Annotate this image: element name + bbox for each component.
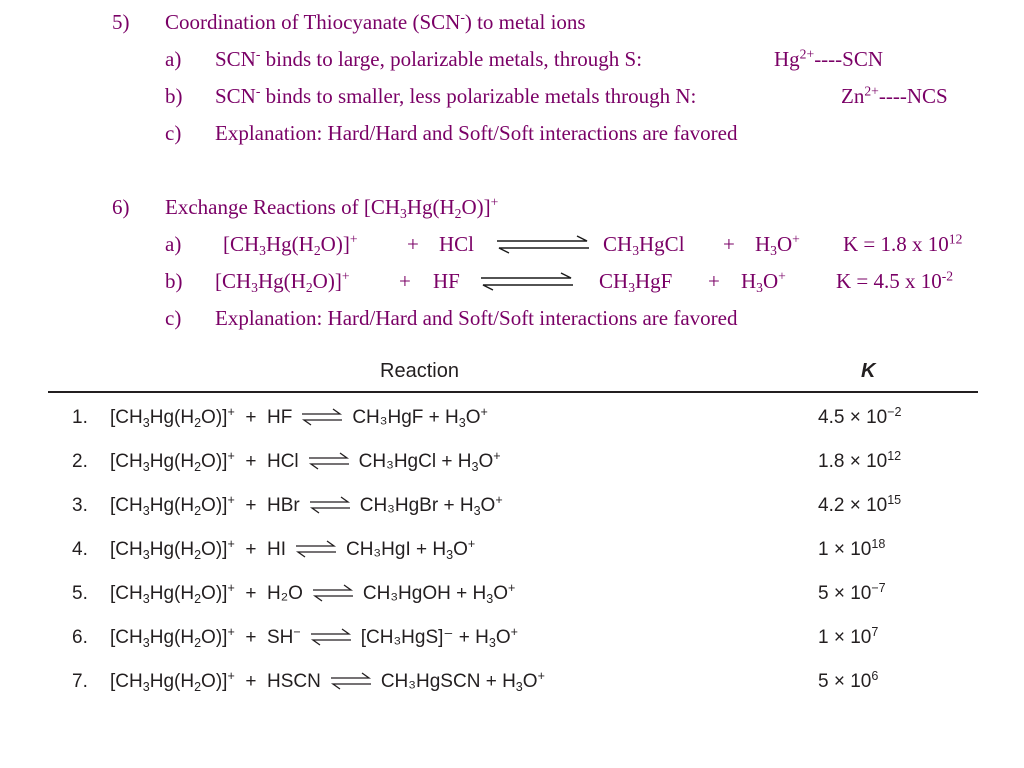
equilibrium-arrow-icon bbox=[311, 582, 355, 611]
row-product: CH₃HgCl bbox=[358, 451, 437, 472]
table-row bbox=[48, 616, 978, 660]
row-k-value: $1.8 \times 10^{12}$ bbox=[818, 449, 902, 472]
equilibrium-arrow-icon bbox=[308, 494, 352, 523]
section6-item-b-hydronium: $H_3O^+$ bbox=[741, 268, 786, 296]
row-reagent: HCl bbox=[266, 451, 299, 472]
row-products: CH₃HgBr + $H_3O^+$ bbox=[359, 493, 503, 518]
section6-item-a-plus1: + bbox=[407, 232, 419, 256]
row-products: CH₃HgCl + $H_3O^+$ bbox=[358, 449, 501, 474]
equilibrium-arrow-icon bbox=[329, 670, 373, 699]
section6-item-b-product: $CH_3HgF$ bbox=[599, 269, 673, 296]
row-reactants: $[CH_3Hg(H_2O)]^+$ + HI bbox=[110, 537, 286, 562]
row-product: CH₃HgI bbox=[345, 539, 411, 560]
section6-item-b-reactant: $[CH_3Hg(H_2O)]^+$ bbox=[215, 268, 350, 296]
row-k-value: $1 \times 10^7$ bbox=[818, 625, 879, 648]
row-number: 4. bbox=[72, 539, 88, 560]
section6-item-a-k: K = 1.8 x $10^{12}$ bbox=[843, 231, 963, 256]
row-number: 3. bbox=[72, 495, 88, 516]
row-product: CH₃HgF bbox=[352, 407, 424, 428]
section6-item-b-reagent: HF bbox=[433, 269, 460, 293]
section6-item-b-letter: b) bbox=[165, 269, 183, 293]
section6-item-a-letter: a) bbox=[165, 232, 182, 256]
row-reactants: $[CH_3Hg(H_2O)]^+$ + HSCN bbox=[110, 669, 321, 694]
section6-item-a-reagent: HCl bbox=[439, 232, 475, 256]
row-products: CH₃HgOH + $H_3O^+$ bbox=[362, 581, 516, 606]
row-reagent: SH bbox=[266, 627, 294, 648]
row-products: $CH_3HgF + H_3O^+$ bbox=[352, 405, 488, 430]
section5-title: Coordination of Thiocyanate (SCN bbox=[165, 10, 461, 34]
section6-item-b-plus1: + bbox=[399, 269, 411, 293]
row-reactants: $[CH_3Hg(H_2O)]^+$ + HF bbox=[110, 405, 293, 430]
section5-item-a-metal-charge: 2+ bbox=[799, 46, 815, 62]
section5-item-a-metal: Hg bbox=[774, 47, 800, 71]
section5-item-c-letter: c) bbox=[165, 121, 182, 145]
section6-title: Exchange Reactions of [CH bbox=[165, 195, 401, 219]
row-k-value: $1 \times 10^{18}$ bbox=[818, 537, 886, 560]
table-row bbox=[48, 528, 978, 572]
row-reactants: $[CH_3Hg(H_2O)]^+$ + HCl bbox=[110, 449, 299, 474]
table-row bbox=[48, 484, 978, 528]
row-reagent: HF bbox=[266, 407, 293, 428]
section6-item-a-product: $CH_3HgCl$ bbox=[603, 232, 685, 259]
section5-item-a-text: SCN bbox=[215, 47, 256, 71]
section5-item-c-text: Explanation: Hard/Hard and Soft/Soft interactions are favored bbox=[215, 121, 738, 145]
section5-item-b-metal: Zn bbox=[841, 84, 865, 108]
section5-item-a-charge: - bbox=[255, 46, 261, 62]
row-products: $CH_3HgI + H_3O^+$ bbox=[345, 537, 476, 562]
section6-item-a-hydronium: $H_3O^+$ bbox=[755, 231, 800, 259]
section5-item-a-rest: binds to large, polarizable metals, through S: bbox=[260, 47, 643, 71]
section6-item-a-reactant: $[CH_3Hg(H_2O)]^+$ bbox=[223, 231, 358, 259]
row-k-value: $4.2 \times 10^{15}$ bbox=[818, 493, 902, 516]
section5-number: 5) bbox=[112, 10, 130, 34]
row-reactants: $[CH_3Hg(H_2O)]^+ + SH^-$ bbox=[110, 625, 301, 650]
section5-title-end: ) to metal ions bbox=[464, 10, 586, 34]
section5-item-a-bond: ----SCN bbox=[814, 47, 884, 71]
section5-item-a-letter: a) bbox=[165, 47, 182, 71]
section6-number: 6) bbox=[112, 195, 130, 219]
row-reactants: $[CH_3Hg(H_2O)]^+ + H_2O$ bbox=[110, 581, 303, 606]
equilibrium-arrow-icon bbox=[300, 406, 344, 435]
section5-title-charge: - bbox=[460, 9, 465, 25]
equilibrium-arrow-icon bbox=[294, 538, 338, 567]
table-row bbox=[48, 396, 978, 440]
row-number: 6. bbox=[72, 627, 88, 648]
section6-item-b-plus2: + bbox=[708, 269, 720, 293]
row-number: 7. bbox=[72, 671, 88, 692]
section5-item-b-metal-charge: 2+ bbox=[864, 83, 879, 99]
section6-item-a-plus2: + bbox=[723, 232, 735, 256]
row-reagent: HI bbox=[266, 539, 286, 560]
row-number: 5. bbox=[72, 583, 88, 604]
row-product: [CH₃HgS]⁻ bbox=[360, 627, 454, 648]
row-products: $[CH_3HgS]^- + H_3O^+$ bbox=[360, 625, 518, 650]
row-reagent: HSCN bbox=[266, 671, 321, 692]
section5-item-b-letter: b) bbox=[165, 84, 183, 108]
table-row bbox=[48, 660, 978, 704]
header-k: K bbox=[861, 360, 876, 382]
equilibrium-arrow-icon bbox=[307, 450, 351, 479]
row-reagent: HBr bbox=[266, 495, 300, 516]
row-number: 1. bbox=[72, 407, 88, 428]
table-row bbox=[48, 572, 978, 616]
section6-item-c-letter: c) bbox=[165, 306, 182, 330]
section5-item-b-bond: ----NCS bbox=[878, 84, 948, 108]
row-k-value: $4.5 \times 10^{-2}$ bbox=[818, 405, 902, 428]
row-reactants: $[CH_3Hg(H_2O)]^+$ + HBr bbox=[110, 493, 300, 518]
equilibrium-arrow-icon bbox=[479, 272, 575, 292]
row-product: CH₃HgBr bbox=[359, 495, 439, 516]
header-reaction: Reaction bbox=[380, 360, 459, 382]
row-product: CH₃HgOH bbox=[362, 583, 451, 604]
section6-item-b-k: K = 4.5 x $10^{-2}$ bbox=[836, 268, 954, 293]
section5-item-b-text: SCN bbox=[215, 84, 256, 108]
row-reagent: H₂O bbox=[266, 583, 303, 604]
section5-item-b-charge: - bbox=[255, 83, 261, 99]
row-k-value: $5 \times 10^6$ bbox=[818, 669, 879, 692]
section5-item-b-rest: binds to smaller, less polarizable metals through N: bbox=[260, 84, 697, 108]
table-rule bbox=[48, 391, 978, 393]
row-products: CH₃HgSCN + $H_3O^+$ bbox=[380, 669, 545, 694]
row-product: CH₃HgSCN bbox=[380, 671, 481, 692]
row-k-value: $5 \times 10^{-7}$ bbox=[818, 581, 886, 604]
table-row bbox=[48, 440, 978, 484]
equilibrium-arrow-icon bbox=[309, 626, 353, 655]
equilibrium-arrow-icon bbox=[495, 235, 591, 255]
row-number: 2. bbox=[72, 451, 88, 472]
section6-item-c-text: Explanation: Hard/Hard and Soft/Soft interactions are favored bbox=[215, 306, 738, 330]
